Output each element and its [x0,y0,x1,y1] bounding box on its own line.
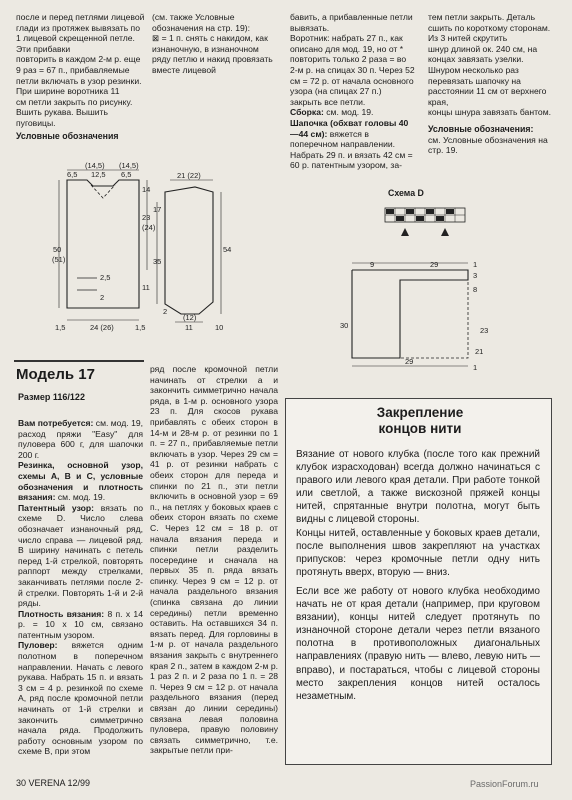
text-line: (см. также Условные обозначения на стр. 19): [152,12,251,33]
text-line: глади из протяжек вывязать по 1 лицевой скрещенной петле. Эти прибавки [16,22,140,54]
tip-paragraph: Если все же работу от нового клубка необходимо начать не от края детали (например, при круговом вязании), концы нитей следует протянуть по изнаночной стороне детали через петли вязаного полотна в противоположных диагональных направлениях (правую нить — влево, левую нить — вправо), и постараться, чтобы с лицевой стороны место закрепления концов нитей осталось незаметным. [296,585,540,702]
materials-title: Вам потребуется: [18,418,94,428]
dim-label: 9 [370,260,375,269]
dim-label: 8 [473,285,478,294]
dim-label: 1,5 [55,323,66,332]
dim-label: 17 [153,205,162,214]
section-divider [14,360,144,362]
dim-label: 2 [163,307,168,316]
legend-title: Условные обозначения: [428,123,534,134]
dim-label: 54 [223,245,232,254]
scheme-d-title: Схема D [388,188,424,198]
dim-label: 6,5 [121,170,132,179]
pullover-title: Пуловер: [18,640,58,651]
text-line: ⊠ = 1 п. снять с накидом, как изнаночную, в изнаночном ряду петлю и накид провязать вместе лицевой [152,33,273,75]
text-line: концы шнура завязать бантом. [428,107,551,118]
dim-label: 6,5 [67,170,78,179]
top-column-3 [290,12,415,171]
dim-label: 50 [53,245,62,254]
dim-label: 2 [100,293,105,302]
gauge-title: Плотность вязания: [18,608,105,619]
dim-label: (24) [142,223,156,232]
watermark: PassionForum.ru [470,779,539,789]
dim-label: 23 [142,213,151,222]
text-line: см петли закрыть по рисунку. [16,96,133,107]
text-line: концах завязать узелки. [428,54,524,65]
pullover-continued-text: ряд после кромочной петли начинать от стрелки a и закончить симметрично начала ряда, в 1-м р. основного узора 23 п. Для скосов рукава прибавлять с обеих сторон в 14-м и 28-м р. от резинки по 1 п. = 27 п., прибавляемые петли включать в узор. Через 29 см = 41 р. от резинки набрать с обеих сторон для переда и спинки по 21 п., эти петли включить в основной узор = 69 п., на петлях у боковых краев с обеих сторон вязать по схеме C. Через 12 см = 18 р. от начала вязания переда и спинки петли разделить посередине и сначала на первых 35 п. ряда вязать спинку. Через 9 см = 12 р. от начала раздельного вязания (спинка связана до линии середины) петли временно оставить. На оставшихся 34 п. вязать перед. Для горловины в 1-м р. от начала раздельного вязания закрыть с внутреннего края 2 п., затем в каждом 2-м р. 1 раз 2 п. и 2 раза по 1 п. = 28 п. Через 9 см = 12 р. от начала раздельного вязания (перед связан до линии середины) связана левая половина пуловера, правую половину связать симметрично, т.е. закрытые петли при- [150,364,278,756]
arrow-up-icon [401,228,409,236]
dim-label: (14,5) [85,161,105,170]
dim-label: 10 [215,323,224,332]
top-column-4 [428,12,553,156]
text-line: тем петли закрыть. Деталь [428,12,536,22]
instructions-column-b [150,364,278,756]
dim-label: 35 [153,257,162,266]
dim-label: 2,5 [100,273,111,282]
hat-outline-dashed [400,280,468,358]
dim-label: 11 [142,283,150,292]
dim-label: 1 [473,260,478,269]
dim-label: (12) [183,313,197,322]
text-line: после и перед петлями лицевой [16,12,145,22]
dim-label: 29 [405,357,414,366]
materials-text: см. мод. 19, расход пряжи "Easy" для пуловера 600 г, для шапочки 200 г. [18,418,144,460]
dim-label: 14 [142,185,151,194]
legend-title: Условные обозначения [16,130,119,141]
sleeve-outline [165,187,213,314]
scheme-d-chart [375,200,475,240]
model-size: Размер 116/122 [18,392,85,402]
assembly-text: см. мод. 19. [326,107,374,118]
dim-label: 3 [473,271,478,280]
hat-text: вяжется в поперечном направлении. Набрать 29 п. и вязать 42 см = 60 р. патентным узором, за- [290,128,413,171]
instructions-column-a [18,418,143,757]
dim-label: 29 [430,260,439,269]
text-line: 9 раз = 67 п., прибавляемые [16,64,130,75]
dim-label: (51) [52,255,66,264]
tip-title-line: Закрепление [376,405,464,420]
dim-label: 21 (22) [177,171,201,180]
pullover-body-diagram [52,160,156,335]
model-heading: Модель 17 [16,366,95,383]
patterns-text: см. мод. 19. [57,492,106,503]
hat-title: Шапочка (обхват головы 40—44 см): [290,117,409,139]
neckline-line [91,185,115,198]
dim-label: 12,5 [91,170,106,179]
dim-label: 21 [475,347,484,356]
text-line: бавить, а прибавленные петли вывязать. [290,12,413,33]
tip-title-line: концов нити [378,421,462,436]
dim-label: (14,5) [119,161,139,170]
hat-diagram [330,258,500,373]
assembly-title: Сборка: [290,107,324,118]
text-line: Вшить рукава. Вышить пуговицы. [16,107,108,128]
sleeve-diagram [155,172,235,337]
dim-label: 1 [473,363,478,372]
legend-text: см. Условные обозначения на стр. 19. [428,134,548,156]
tip-paragraph: Вязание от нового клубка (после того как прежний клубок израсходован) всегда должно начинаться с правого или левого края детали. При работе тонкой или светлой, а также вискозной пряжей концы нитей, спрятанные внутри полотна, могут быть видны с лицевой стороны. [296,449,540,526]
arrow-up-icon [441,228,449,236]
patent-stitch-text: вязать по схеме D. Число слева обозначает изнаночный ряд, число справа — лицевой ряд. В ширину начинать с петель перед 1-й стрелкой, повторять раппорт между стрелками, заканчивать петлями после 2-й стрелки. Повторять 1-й и 2-й ряды. [18,502,143,609]
tip-paragraph: Концы нитей, оставленные у боковых краев детали, после выполнения швов закрепляют на участках припусков: через кромочные петли одну нить протянуть вверх, вторую — вниз. [296,527,540,578]
text-line: петли включать в узор резинки. При ширине воротника 11 [16,75,142,97]
gauge-text: 8 п. x 14 р. = 10 x 10 см, связано патентным узором. [18,608,143,640]
body-outline [67,180,139,308]
dim-label: 23 [480,326,489,335]
top-column-2 [152,12,277,76]
pullover-text: вяжется одним полотном в поперечном направлении. Начать с левого рукава. Набрать 15 п. и вязать 3 см = 4 р. резинкой по схеме A, ряд после кромочной петли начинать от 1-й стрелки и закончить симметрично начала ряда. Продолжить работу основным узором по схеме B, при этом [18,640,143,757]
tip-box-title [295,405,545,437]
dim-label: 30 [340,321,349,330]
text-line: Воротник: набрать 27 п., как описано для мод. 19, но от * повторить только 2 раза = во 2-м р. на спицах 30 п. Через 52 см = 72 р. от начала основного узора (на спицах 27 п.) закрыть все петли. [290,33,415,107]
patterns-title: Резинка, основной узор, схемы A, B и C, условные обозначения и плотность вязания: [18,460,143,503]
patent-stitch-title: Патентный узор: [18,502,94,513]
text-line: Шнуром несколько раз перевязать шапочку на расстоянии 11 см от верхнего края, [428,64,547,107]
text-line: шнур длиной ок. 240 см, на [428,43,538,54]
top-column-1 [16,12,146,141]
hat-outline [352,270,468,358]
text-line: повторить в каждом 2-м р. еще [16,54,141,65]
dim-label: 1,5 [135,323,146,332]
tip-box-text [296,448,540,703]
text-line: сшить по короткому сторонам. Из 3 нитей скрутить [428,22,551,44]
dim-label: 24 (26) [90,323,114,332]
stitch-grid [385,208,465,222]
dim-label: 11 [185,323,193,332]
page-footer: 30 VERENA 12/99 [16,778,91,788]
